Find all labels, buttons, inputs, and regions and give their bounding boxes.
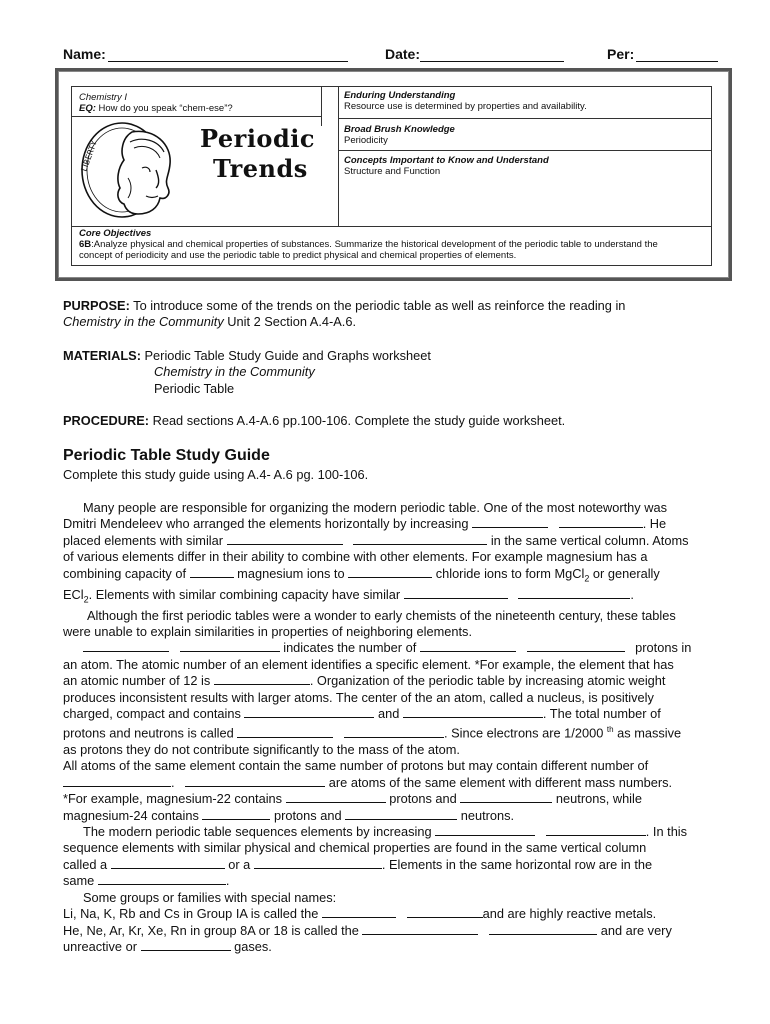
box-title-line1: Periodic (200, 124, 315, 153)
answer-blank[interactable] (185, 775, 325, 787)
answer-blank[interactable] (63, 775, 171, 787)
date-label-text: Date: (385, 46, 421, 62)
date-field[interactable] (420, 61, 564, 62)
line-14-sup: th (606, 725, 614, 735)
line-20-end: . In this (645, 824, 688, 840)
line-24: Some groups or families with special names: (83, 889, 337, 905)
core-text-2: concept of periodicity and use the periodic table to predict physical and chemical properties of elements. (79, 250, 517, 261)
enduring-text: Resource use is determined by properties and availability. (344, 101, 587, 112)
line-8: were unable to explain similarities in properties of neighboring elements. (63, 623, 473, 639)
line-7: Although the first periodic tables were a wonder to early chemists of the nineteenth century, these tables (87, 607, 676, 623)
purpose-text: To introduce some of the trends on the periodic table as well as reinforce the reading in (129, 298, 626, 313)
line-6-end: . (630, 586, 634, 602)
liberty-coin-image (72, 118, 190, 222)
line-3-end: in the same vertical column. Atoms (487, 532, 689, 548)
line-2 (63, 516, 728, 532)
per-label-text: Per: (607, 46, 635, 62)
line-20-text: The modern periodic table sequences elements by increasing (83, 824, 432, 840)
materials-label: MATERIALS: (63, 348, 141, 363)
line-19-text: magnesium-24 contains (63, 807, 199, 823)
line-17 (63, 775, 728, 791)
line-23 (63, 873, 728, 889)
answer-blank[interactable] (141, 939, 231, 951)
purpose-label: PURPOSE: (63, 298, 130, 313)
line-13 (63, 706, 728, 722)
answer-blank[interactable] (353, 533, 487, 545)
enduring-label: Enduring Understanding (344, 90, 456, 101)
purpose-text-2: Unit 2 Section A.4-A.6. (223, 314, 357, 330)
answer-blank[interactable] (244, 706, 374, 718)
eq-label: EQ: (79, 103, 96, 114)
name-label (63, 46, 106, 62)
answer-blank[interactable] (403, 706, 543, 718)
per-field[interactable] (636, 61, 718, 62)
line-23-text: same (63, 873, 95, 889)
line-27 (63, 939, 728, 955)
study-guide-heading: Periodic Table Study Guide (63, 447, 270, 464)
line-18 (63, 791, 728, 807)
concepts-label: Concepts Important to Know and Understand (344, 155, 549, 166)
line-5-mid: magnesium ions to (233, 565, 345, 581)
materials-item-3: Periodic Table (154, 380, 235, 396)
line-19-mid: protons and (270, 807, 342, 823)
concepts-text: Structure and Function (344, 166, 441, 177)
broad-label: Broad Brush Knowledge (344, 124, 455, 135)
line-19 (63, 808, 728, 824)
line-12: produces inconsistent results with larger atoms. The center of the an atom, called a nucleus, is positively (63, 689, 654, 705)
line-6-text: . Elements with similar combining capacity have similar (88, 586, 401, 602)
answer-blank[interactable] (214, 673, 310, 685)
procedure-text: Read sections A.4-A.6 pp.100-106. Complete the study guide worksheet. (149, 413, 566, 428)
answer-blank[interactable] (404, 587, 508, 599)
line-4: of various elements differ in their ability to combine with other elements. For example magnesium has a (63, 549, 648, 565)
line-23-end: . (225, 873, 230, 889)
line-5: combining capacity of magnesium ions to chloride ions to form MgCl$_2$ or generally (63, 565, 660, 584)
course-name: Chemistry I (79, 92, 128, 103)
date-label (385, 46, 420, 62)
line-26 (63, 923, 728, 939)
line-2-text: Dmitri Mendeleev who arranged the elements horizontally by increasing (63, 516, 469, 532)
line-14-mid: . Since electrons are 1/2000 (443, 725, 604, 741)
box-divider-left (71, 116, 321, 117)
purpose-book: Chemistry in the Community (63, 314, 224, 330)
answer-blank[interactable] (344, 726, 444, 738)
line-27-end: gases. (230, 938, 272, 954)
line-10: an atom. The atomic number of an element identifies a specific element. *For example, the element that has (63, 656, 674, 672)
answer-blank[interactable] (435, 824, 535, 836)
materials-item-2: Chemistry in the Community (154, 364, 315, 380)
broad-brush-knowledge (344, 124, 455, 146)
line-3 (63, 533, 728, 549)
line-3-text: placed elements with similar (63, 532, 224, 548)
core-text-1: :Analyze physical and chemical properties of substances. Summarize the historical development of the periodic table to understand the (91, 239, 658, 250)
line-14 (63, 722, 728, 742)
line-11 (63, 673, 728, 689)
answer-blank[interactable] (527, 640, 625, 652)
box-title-line2: Trends (213, 154, 308, 183)
box-divider-right-2 (338, 150, 712, 151)
line-6: ECl$_2$. Elements with similar combining capacity have similar . (63, 586, 634, 605)
enduring-understanding (344, 90, 587, 112)
answer-blank[interactable] (348, 566, 432, 578)
box-divider-vertical-2 (338, 86, 339, 226)
line-9-text: indicates the number of (279, 640, 417, 656)
line-9-end: protons in (631, 640, 692, 656)
materials-section (63, 348, 728, 397)
broad-text: Periodicity (344, 135, 388, 146)
study-guide-subheading: Complete this study guide using A.4- A.6 pg. 100-106. (63, 467, 369, 482)
answer-blank[interactable] (286, 791, 386, 803)
line-25-text: Li, Na, K, Rb and Cs in Group IA is called the (63, 906, 319, 922)
study-guide-text (63, 500, 728, 955)
line-22-mid: or a (224, 856, 251, 872)
line-2-end: . He (642, 516, 667, 532)
answer-blank[interactable] (180, 640, 280, 652)
line-11-text: an atomic number of 12 is (63, 673, 211, 689)
line-6-formula: ECl (63, 586, 84, 602)
line-14-end: as massive (613, 725, 682, 741)
line-26-end: and are very (597, 922, 672, 938)
line-22-end: . Elements in the same horizontal row are in the (381, 856, 653, 872)
answer-blank[interactable] (98, 873, 226, 885)
answer-blank[interactable] (460, 791, 552, 803)
line-5-text: combining capacity of (63, 565, 187, 581)
answer-blank[interactable] (489, 923, 597, 935)
line-19-end: neutrons. (457, 807, 515, 823)
line-17-text: are atoms of the same element with different mass numbers. (325, 774, 673, 790)
line-26-text: He, Ne, Ar, Kr, Xe, Rn in group 8A or 18 is called the (63, 922, 359, 938)
line-11-end: . Organization of the periodic table by increasing atomic weight (309, 673, 666, 689)
per-label (607, 46, 634, 62)
line-5-end: or generally (589, 565, 660, 581)
line-22-text: called a (63, 856, 108, 872)
answer-blank[interactable] (362, 923, 478, 935)
answer-blank[interactable] (190, 566, 234, 578)
answer-blank[interactable] (420, 640, 516, 652)
line-17-dot: . (171, 774, 175, 790)
box-divider-vertical-1 (321, 86, 322, 126)
line-16: All atoms of the same element contain the same number of protons but may contain different number of (63, 758, 649, 774)
essential-question (79, 103, 233, 114)
line-21: sequence elements with similar physical and chemical properties are found in the same vertical column (63, 840, 647, 856)
core-label: Core Objectives (79, 228, 152, 239)
answer-blank[interactable] (472, 516, 548, 528)
line-14-text: protons and neutrons is called (63, 725, 234, 741)
core-code: 6B (79, 239, 92, 250)
line-13-text: charged, compact and contains (63, 705, 241, 721)
line-27-text: unreactive or (63, 938, 137, 954)
answer-blank[interactable] (546, 824, 646, 836)
answer-blank[interactable] (254, 857, 382, 869)
answer-blank[interactable] (202, 808, 270, 820)
line-25-end: and are highly reactive metals. (482, 906, 657, 922)
line-15: as protons they do not contribute significantly to the mass of the atom. (63, 742, 460, 758)
answer-blank[interactable] (345, 808, 457, 820)
answer-blank[interactable] (559, 516, 643, 528)
box-divider-core (71, 226, 712, 227)
line-18-mid: protons and (385, 791, 457, 807)
name-field[interactable] (108, 61, 348, 62)
name-label-text: Name: (63, 46, 106, 62)
line-1: Many people are responsible for organizing the modern periodic table. One of the most noteworthy was (83, 500, 668, 515)
materials-item-1: Periodic Table Study Guide and Graphs worksheet (140, 348, 431, 363)
line-25 (63, 906, 728, 922)
line-22 (63, 857, 728, 873)
line-20 (63, 824, 728, 840)
line-13-end: . The total number of (542, 705, 661, 721)
procedure-label: PROCEDURE: (63, 413, 150, 428)
answer-blank[interactable] (407, 906, 483, 918)
answer-blank[interactable] (322, 906, 396, 918)
core-objectives (79, 228, 709, 261)
answer-blank[interactable] (227, 533, 343, 545)
answer-blank[interactable] (518, 587, 630, 599)
concepts-important (344, 155, 549, 177)
line-5-formula: chloride ions to form MgCl (432, 565, 585, 581)
answer-blank[interactable] (237, 726, 333, 738)
line-13-mid: and (374, 705, 400, 721)
line-9 (63, 640, 728, 656)
purpose-section (63, 298, 728, 331)
line-18-end: neutrons, while (552, 791, 642, 807)
eq-text: How do you speak “chem-ese”? (98, 103, 233, 114)
box-divider-right-1 (338, 118, 712, 119)
answer-blank[interactable] (83, 640, 169, 652)
procedure-section (63, 413, 728, 429)
answer-blank[interactable] (111, 857, 225, 869)
line-18-text: *For example, magnesium-22 contains (63, 791, 283, 807)
coin-liberty-text: LIBERTY (79, 139, 99, 173)
